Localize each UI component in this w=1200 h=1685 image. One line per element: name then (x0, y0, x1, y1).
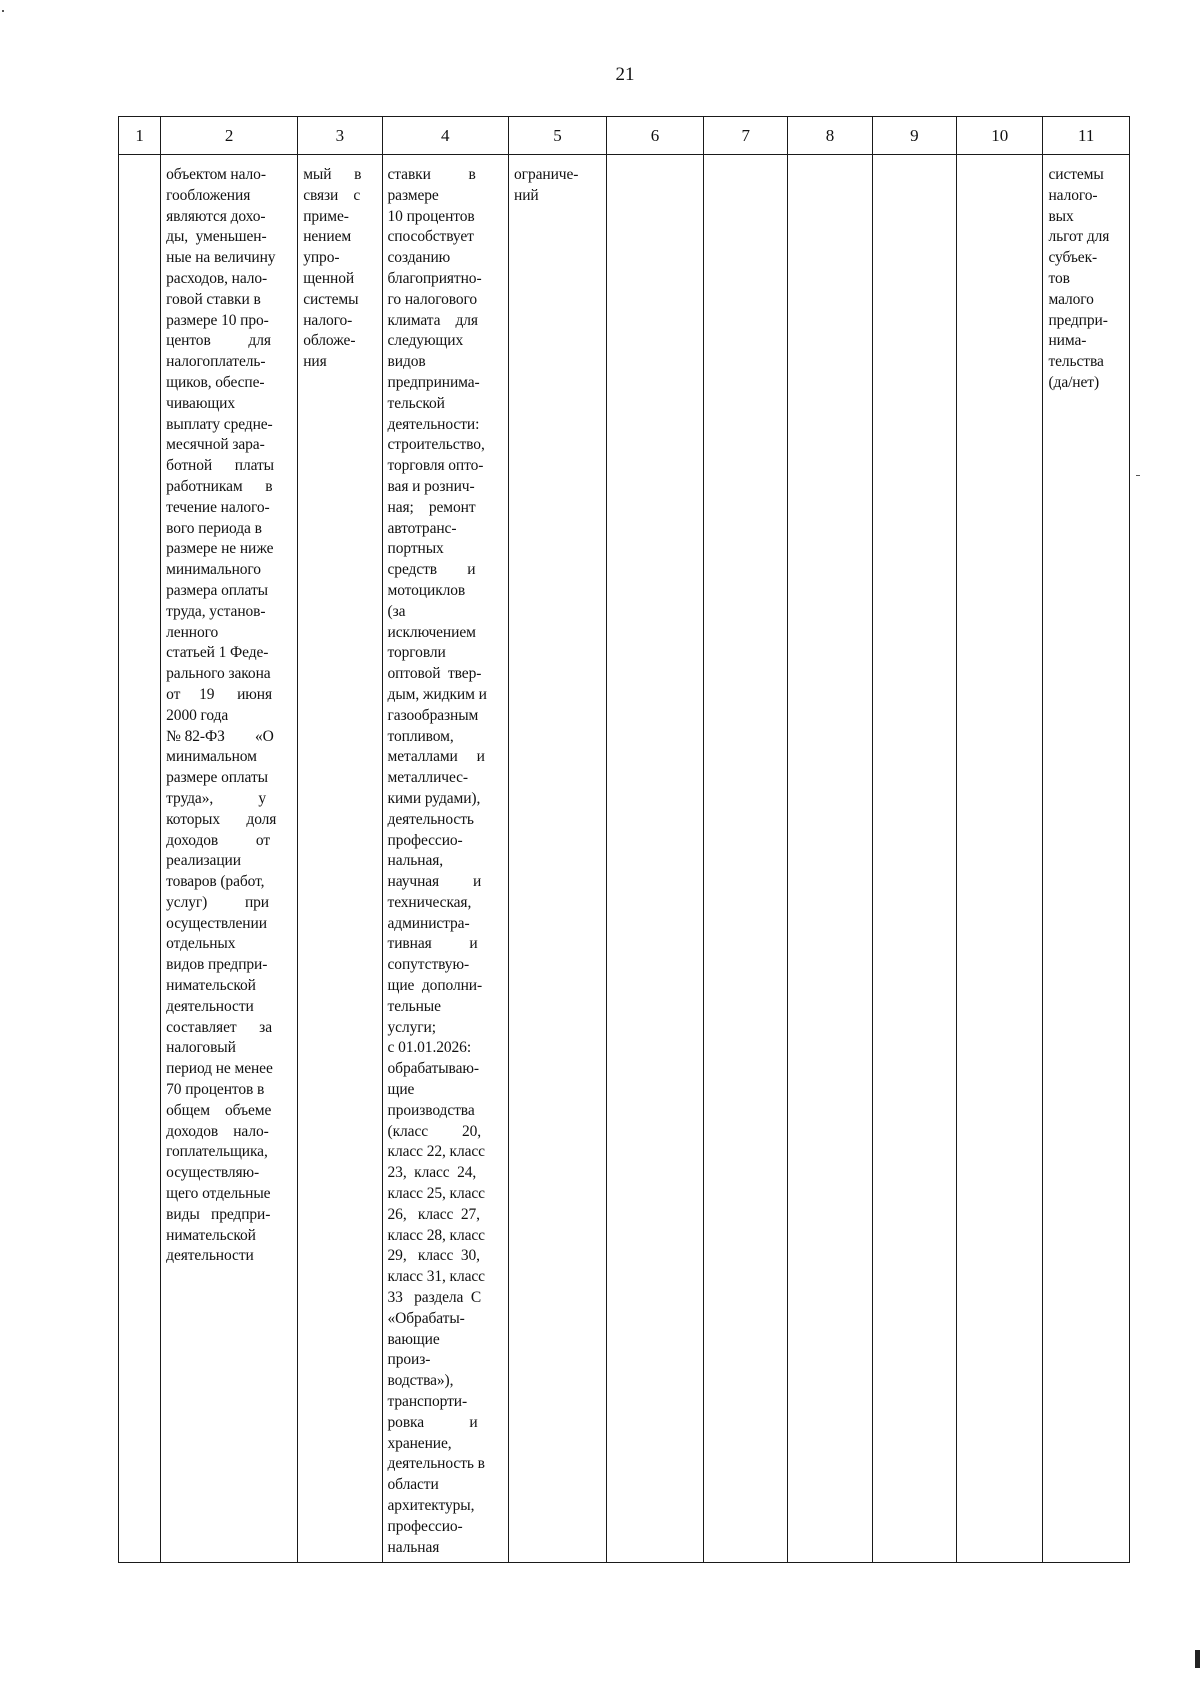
cell-text-col-4: ставки в размере 10 процентов способствует созданию благоприятно- го налогового климата для следующих видов предпринима- тельской деятельности: строительство, торговля опто- вая и рознич- ная; ремонт автотранс- портных средств и мотоциклов (за исключением торговли оптовой твер- дым, жидким и газообразным топливом, металлами и металличес- кими рудами), деятельность профессио- нальная, научная и техническая, администра- тивная и сопутствую- щие дополни- тельные услуги; с 01.01.2026: обрабатываю- щие производства (класс 20, класс 22, класс 23, класс 24, класс 25, класс 26, класс 27, класс 28, класс 29, класс 30, класс 31, класс 33 раздела С «Обрабаты- вающие произ- водства»), транспорти- ровка и хранение, деятельность в области архитектуры, профессио- нальная (387, 166, 487, 1556)
cell-col-11 (1043, 155, 1130, 1563)
cell-col-7 (704, 155, 788, 1563)
column-header-7: 7 (704, 117, 788, 155)
cell-text-col-3: мый в связи с приме- нением упро- щенной системы налого- обложе- ния (303, 166, 362, 371)
cell-col-9 (872, 155, 956, 1563)
cell-text-col-2: объектом нало- гообложения являются дохо- ды, уменьшен- ные на величину расходов, нало- говой ставки в размере 10 про- центов для налогоплатель- щиков, обеспе- чивающих выплату средне- месячной зара- ботной платы работникам в течение налого- вого периода в размере не ниже минимального размера оплаты труда, установ- ленного статьей 1 Феде- рального закона от 19 июня 2000 года № 82-ФЗ «О минимальном размере оплаты труда», у которых доля доходов от реализации товаров (работ, услуг) при осуществлении отдельных видов предпри- нимательской деятельности составляет за налоговый период не менее 70 процентов в общем объеме доходов нало- гоплательщика, осуществляю- щего отдельные виды предпри- нимательской деятельности (166, 166, 277, 1265)
page-number: 21 (615, 64, 635, 85)
cell-col-3 (298, 155, 382, 1563)
cell-col-8 (788, 155, 872, 1563)
table-row (119, 155, 1130, 1563)
column-header-2: 2 (161, 117, 298, 155)
column-header-9: 9 (872, 117, 956, 155)
column-header-4: 4 (382, 117, 509, 155)
cell-text-col-11: системы налого- вых льгот для субъек- тов малого предпри- нима- тельства (да/нет) (1048, 166, 1110, 391)
column-header-5: 5 (509, 117, 607, 155)
scan-speck (2, 10, 4, 12)
scan-speck (1136, 475, 1140, 476)
cell-col-2 (161, 155, 298, 1563)
data-table (118, 116, 1130, 1563)
column-header-3: 3 (298, 117, 382, 155)
column-header-1: 1 (119, 117, 161, 155)
column-header-6: 6 (607, 117, 704, 155)
cell-text-col-5: ограниче- ний (514, 166, 579, 204)
column-header-8: 8 (788, 117, 872, 155)
cell-col-6 (607, 155, 704, 1563)
column-header-10: 10 (957, 117, 1043, 155)
cell-col-4 (382, 155, 509, 1563)
cell-col-5 (509, 155, 607, 1563)
cell-col-10 (957, 155, 1043, 1563)
header-row (119, 117, 1130, 155)
cell-col-1 (119, 155, 161, 1563)
scan-edge-mark (1195, 1650, 1200, 1668)
column-header-11: 11 (1043, 117, 1130, 155)
